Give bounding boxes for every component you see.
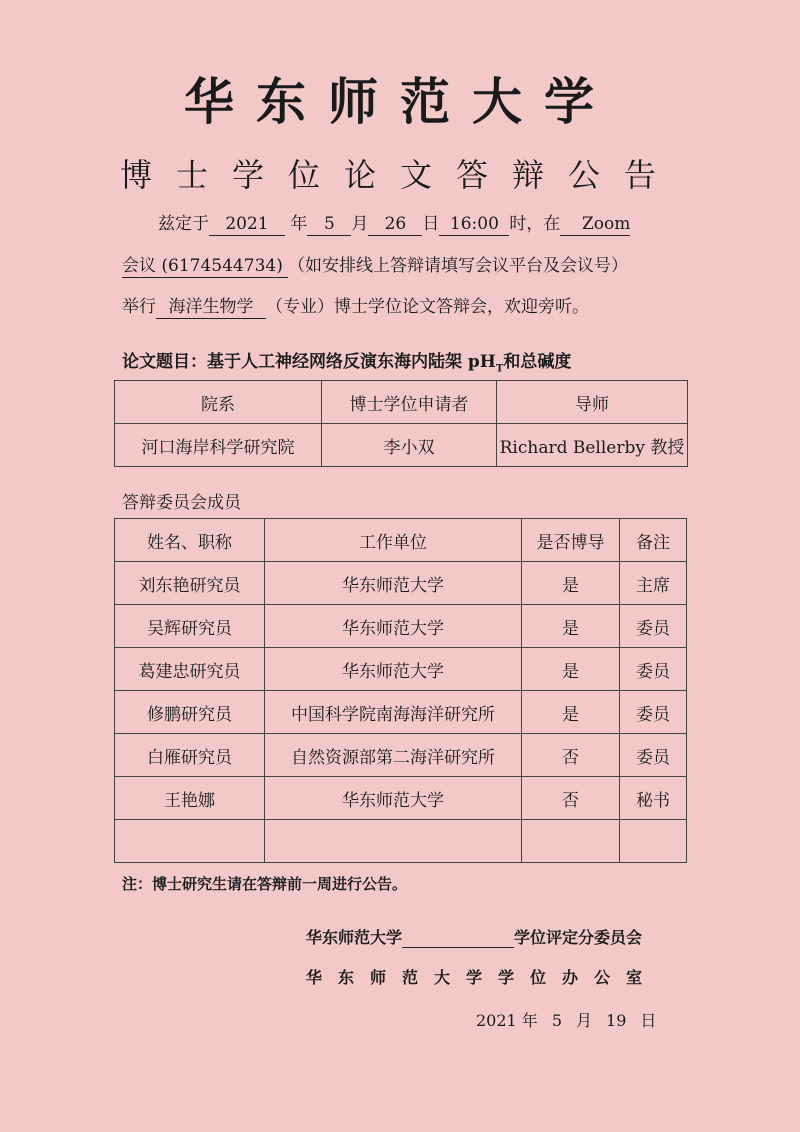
header-doctoral-supervisor: 是否博导 — [522, 519, 620, 562]
table-row — [115, 605, 687, 648]
department: 河口海岸科学研究院 — [115, 424, 322, 467]
member-name: 吴辉研究员 — [115, 605, 265, 648]
member-name: 王艳娜 — [115, 777, 265, 820]
table-row — [115, 734, 687, 777]
committee-table — [114, 518, 687, 863]
member-supervisor — [522, 820, 620, 863]
applicant-table-row — [115, 424, 688, 467]
thesis-title-end: 和总碱度 — [503, 352, 572, 372]
member-supervisor: 是 — [522, 648, 620, 691]
announcement-line-2 — [122, 255, 628, 278]
advisor-name: Richard Bellerby 教授 — [497, 424, 688, 467]
header-affiliation: 工作单位 — [265, 519, 522, 562]
member-name: 修鹏研究员 — [115, 691, 265, 734]
venue-line-1: Zoom — [560, 213, 630, 236]
announcement-line-1 — [158, 213, 630, 236]
member-supervisor: 否 — [522, 777, 620, 820]
member-supervisor: 是 — [522, 562, 620, 605]
member-role: 委员 — [620, 734, 687, 777]
date-year: 2021 年 — [476, 1011, 538, 1030]
member-affiliation — [265, 820, 522, 863]
applicant-name: 李小双 — [322, 424, 497, 467]
thesis-title — [122, 347, 571, 374]
date-month: 5 — [551, 1011, 562, 1030]
applicant-table-header — [115, 381, 688, 424]
date-month-unit: 月 — [576, 1011, 593, 1030]
year-unit: 年 — [290, 214, 308, 234]
header-applicant: 博士学位申请者 — [322, 381, 497, 424]
notice-title: 博士学位论文答辩公告 — [119, 156, 680, 194]
member-supervisor: 是 — [522, 691, 620, 734]
member-role: 秘书 — [620, 777, 687, 820]
header-remarks: 备注 — [620, 519, 687, 562]
announcement-prefix: 兹定于 — [158, 214, 209, 234]
sign-blank — [402, 929, 514, 948]
defense-day: 26 — [368, 213, 422, 236]
line3-suffix: （专业）博士学位论文答辩会，欢迎旁听。 — [266, 297, 589, 317]
member-role: 委员 — [620, 691, 687, 734]
announcement-date — [476, 1008, 670, 1031]
venue-line-2: 会议 (6174544734) — [122, 255, 288, 278]
member-affiliation: 华东师范大学 — [265, 605, 522, 648]
member-supervisor: 否 — [522, 734, 620, 777]
thesis-title-text: 论文题目：基于人工神经网络反演东海内陆架 pH — [122, 352, 496, 372]
major: 海洋生物学 — [156, 296, 266, 319]
member-affiliation: 中国科学院南海海洋研究所 — [265, 691, 522, 734]
member-affiliation: 自然资源部第二海洋研究所 — [265, 734, 522, 777]
table-row — [115, 777, 687, 820]
committee-table-header — [115, 519, 687, 562]
member-name — [115, 820, 265, 863]
member-affiliation: 华东师范大学 — [265, 648, 522, 691]
header-name-title: 姓名、职称 — [115, 519, 265, 562]
footnote: 注：博士研究生请在答辩前一周进行公告。 — [122, 875, 408, 893]
date-day: 19 — [606, 1011, 627, 1030]
line3-prefix: 举行 — [122, 297, 156, 317]
member-affiliation: 华东师范大学 — [265, 777, 522, 820]
table-row — [115, 562, 687, 605]
day-unit: 日 — [422, 214, 440, 234]
member-role — [620, 820, 687, 863]
committee-signature — [306, 925, 642, 948]
member-role: 主席 — [620, 562, 687, 605]
sign-suffix: 学位评定分委员会 — [514, 928, 643, 947]
degree-office: 华东师范大学学位办公室 — [306, 968, 659, 987]
announcement-line-3 — [122, 296, 589, 319]
sign-prefix: 华东师范大学 — [306, 928, 403, 947]
time-suffix: 时，在 — [509, 214, 561, 234]
member-affiliation: 华东师范大学 — [265, 562, 522, 605]
month-unit: 月 — [351, 214, 369, 234]
applicant-table — [114, 380, 688, 467]
university-title: 华东师范大学 — [184, 72, 616, 131]
table-row-empty — [115, 820, 687, 863]
table-row — [115, 691, 687, 734]
defense-month: 5 — [307, 213, 351, 236]
member-name: 白雁研究员 — [115, 734, 265, 777]
committee-label: 答辩委员会成员 — [122, 493, 241, 513]
header-department: 院系 — [115, 381, 322, 424]
thesis-title-subscript: T — [495, 363, 504, 375]
member-supervisor: 是 — [522, 605, 620, 648]
member-role: 委员 — [620, 605, 687, 648]
date-day-unit: 日 — [640, 1011, 657, 1030]
member-name: 葛建忠研究员 — [115, 648, 265, 691]
table-row — [115, 648, 687, 691]
member-role: 委员 — [620, 648, 687, 691]
defense-year: 2021 — [209, 213, 285, 236]
header-advisor: 导师 — [497, 381, 688, 424]
member-name: 刘东艳研究员 — [115, 562, 265, 605]
defense-time: 16:00 — [439, 213, 509, 236]
venue-hint: （如安排线上答辩请填写会议平台及会议号） — [288, 256, 628, 276]
